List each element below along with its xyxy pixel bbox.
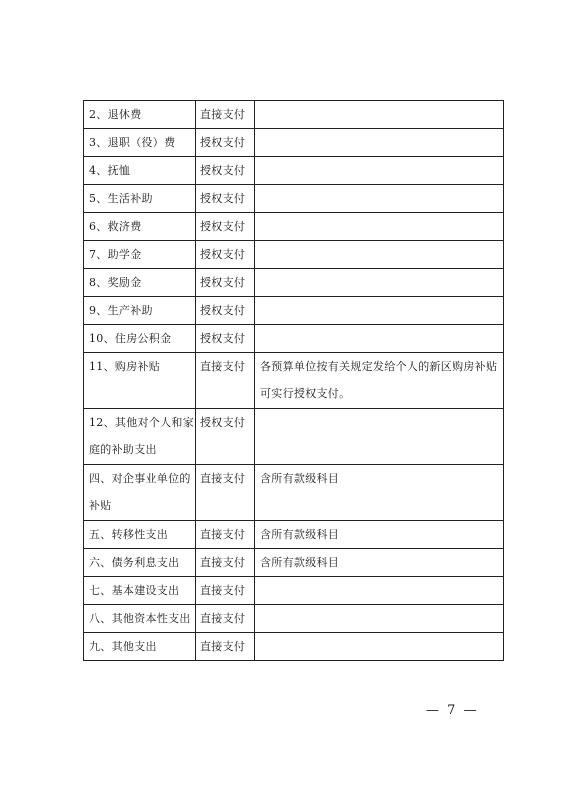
- payment-method-cell: 授权支付: [196, 297, 255, 325]
- note-cell: [255, 101, 504, 129]
- note-cell: [255, 297, 504, 325]
- note-cell: 含所有款级科目: [255, 549, 504, 577]
- note-cell: [255, 157, 504, 185]
- item-cell: 六、债务利息支出: [84, 549, 196, 577]
- item-cell: 八、其他资本性支出: [84, 605, 196, 633]
- payment-method-cell: 直接支付: [196, 549, 255, 577]
- note-cell: [255, 269, 504, 297]
- item-cell: 12、其他对个人和家庭的补助支出: [84, 409, 196, 465]
- item-cell: 2、退休费: [84, 101, 196, 129]
- table-row: [84, 269, 504, 297]
- note-cell: [255, 577, 504, 605]
- payment-method-cell: 授权支付: [196, 241, 255, 269]
- table-row: [84, 409, 504, 465]
- table-row: [84, 521, 504, 549]
- payment-method-table: [83, 100, 504, 661]
- note-cell: 各预算单位按有关规定发给个人的新区购房补贴可实行授权支付。: [255, 353, 504, 409]
- payment-method-cell: 授权支付: [196, 325, 255, 353]
- payment-method-cell: 授权支付: [196, 185, 255, 213]
- table-row: [84, 633, 504, 661]
- note-cell: [255, 213, 504, 241]
- item-cell: 9、生产补助: [84, 297, 196, 325]
- table-row: [84, 185, 504, 213]
- payment-method-cell: 直接支付: [196, 605, 255, 633]
- table-row: [84, 577, 504, 605]
- table-row: [84, 129, 504, 157]
- payment-method-cell: 直接支付: [196, 521, 255, 549]
- note-cell: 含所有款级科目: [255, 465, 504, 521]
- item-cell: 6、救济费: [84, 213, 196, 241]
- note-cell: [255, 129, 504, 157]
- table-row: [84, 213, 504, 241]
- payment-method-cell: 授权支付: [196, 129, 255, 157]
- payment-method-cell: 授权支付: [196, 269, 255, 297]
- item-cell: 九、其他支出: [84, 633, 196, 661]
- item-cell: 7、助学金: [84, 241, 196, 269]
- table-row: [84, 325, 504, 353]
- table-row: [84, 297, 504, 325]
- item-cell: 8、奖励金: [84, 269, 196, 297]
- item-cell: 5、生活补助: [84, 185, 196, 213]
- note-cell: [255, 185, 504, 213]
- table-row: [84, 241, 504, 269]
- payment-method-cell: 直接支付: [196, 101, 255, 129]
- payment-method-cell: 直接支付: [196, 577, 255, 605]
- item-cell: 四、对企事业单位的补贴: [84, 465, 196, 521]
- payment-method-cell: 授权支付: [196, 213, 255, 241]
- table-row: [84, 157, 504, 185]
- note-cell: [255, 409, 504, 465]
- item-cell: 10、住房公积金: [84, 325, 196, 353]
- note-cell: [255, 325, 504, 353]
- table-row: [84, 353, 504, 409]
- note-cell: 含所有款级科目: [255, 521, 504, 549]
- item-cell: 11、购房补贴: [84, 353, 196, 409]
- item-cell: 五、转移性支出: [84, 521, 196, 549]
- note-cell: [255, 633, 504, 661]
- page-number: — 7 —: [426, 703, 479, 718]
- table-row: [84, 101, 504, 129]
- item-cell: 七、基本建设支出: [84, 577, 196, 605]
- payment-method-cell: 授权支付: [196, 409, 255, 465]
- table-row: [84, 549, 504, 577]
- note-cell: [255, 241, 504, 269]
- payment-method-cell: 直接支付: [196, 633, 255, 661]
- payment-method-cell: 授权支付: [196, 157, 255, 185]
- payment-method-cell: 直接支付: [196, 353, 255, 409]
- table-row: [84, 605, 504, 633]
- item-cell: 3、退职（役）费: [84, 129, 196, 157]
- note-cell: [255, 605, 504, 633]
- item-cell: 4、抚恤: [84, 157, 196, 185]
- payment-method-cell: 直接支付: [196, 465, 255, 521]
- table-row: [84, 465, 504, 521]
